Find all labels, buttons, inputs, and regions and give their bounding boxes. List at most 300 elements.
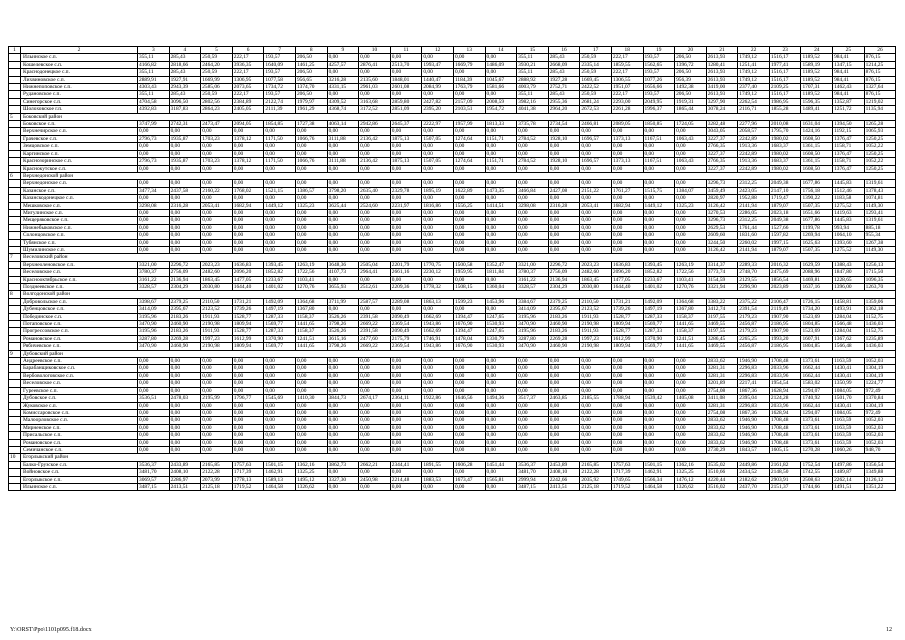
value-cell: 0,00 <box>485 232 517 239</box>
value-cell: 3111,88 <box>327 135 359 142</box>
value-cell: 0,00 <box>359 239 391 246</box>
row-index-cell <box>9 261 21 268</box>
row-index-cell <box>9 121 21 128</box>
value-cell: 2437,58 <box>169 187 201 194</box>
settlement-name: Грачевское с.п. <box>21 135 138 142</box>
value-cell: 1250,25 <box>864 165 896 172</box>
value-cell: 0,00 <box>422 365 454 372</box>
value-cell: 1362,18 <box>864 306 896 313</box>
value-cell: 2395,67 <box>548 306 580 313</box>
row-index-cell <box>9 321 21 328</box>
value-cell: 0,00 <box>390 150 422 157</box>
value-cell: 1393,45 <box>643 261 675 268</box>
value-cell: 876,15 <box>864 76 896 83</box>
value-cell: 2296,72 <box>169 261 201 268</box>
value-cell: 1629,59 <box>801 261 833 268</box>
tariff-table <box>8 46 896 491</box>
value-cell: 3281,31 <box>706 365 738 372</box>
column-header: 19 <box>643 47 675 54</box>
value-cell: 0,00 <box>422 306 454 313</box>
value-cell: 0,00 <box>138 417 170 424</box>
value-cell: 2395,04 <box>738 395 770 402</box>
value-cell: 0,00 <box>580 217 612 224</box>
value-cell: 2613,93 <box>706 69 738 76</box>
settlement-name: Присальское с.п. <box>21 432 138 439</box>
value-cell: 1734,72 <box>264 84 296 91</box>
value-cell: 285,43 <box>169 54 201 61</box>
value-cell: 2286,05 <box>738 209 770 216</box>
value-cell: 1287,33 <box>643 313 675 320</box>
row-index-cell <box>9 358 21 365</box>
value-cell: 1219,02 <box>864 98 896 105</box>
value-cell: 2379,25 <box>169 298 201 305</box>
value-cell: 2450,98 <box>359 476 391 483</box>
column-header: 23 <box>769 47 801 54</box>
value-cell: 0,00 <box>169 128 201 135</box>
value-cell: 0,00 <box>485 372 517 379</box>
value-cell: 0,00 <box>611 372 643 379</box>
value-cell: 250,59 <box>580 91 612 98</box>
value-cell: 1717,39 <box>611 469 643 476</box>
value-cell: 3487,15 <box>138 483 170 490</box>
value-cell: 0,00 <box>485 380 517 387</box>
value-cell: 1911,93 <box>580 328 612 335</box>
value-cell: 4303,43 <box>138 84 170 91</box>
value-cell: 2116,71 <box>738 106 770 113</box>
value-cell: 1453,96 <box>485 298 517 305</box>
value-cell: 2090,49 <box>390 328 422 335</box>
value-cell: 0,00 <box>201 387 233 394</box>
value-cell: 1384,07 <box>675 187 707 194</box>
value-cell: 0,00 <box>169 246 201 253</box>
value-cell: 3187,83 <box>169 106 201 113</box>
value-cell: 1946,90 <box>738 439 770 446</box>
value-cell: 0,00 <box>390 54 422 61</box>
value-cell: 3227,37 <box>706 135 738 142</box>
value-cell: 0,00 <box>453 483 485 490</box>
value-cell: 1879,07 <box>769 202 801 209</box>
value-cell: 0,00 <box>138 217 170 224</box>
value-cell: 1052,03 <box>864 439 896 446</box>
value-cell: 0,00 <box>327 224 359 231</box>
value-cell: 0,00 <box>327 217 359 224</box>
value-cell: 1074,81 <box>864 195 896 202</box>
value-cell: 2833,62 <box>706 439 738 446</box>
value-cell: 3798,26 <box>327 321 359 328</box>
row-index-cell <box>9 76 21 83</box>
value-cell: 0,00 <box>295 209 327 216</box>
value-cell: 0,00 <box>548 165 580 172</box>
settlement-name: Ильинское с.п. <box>21 483 138 490</box>
value-cell: 1863,45 <box>201 276 233 283</box>
value-cell: 2269,28 <box>169 335 201 342</box>
value-cell: 3510,66 <box>706 469 738 476</box>
value-cell: 1993,20 <box>769 335 801 342</box>
value-cell: 3328,57 <box>517 284 549 291</box>
value-cell: 1722,56 <box>675 269 707 276</box>
row-index-cell <box>9 239 21 246</box>
value-cell: 0,00 <box>359 372 391 379</box>
value-cell: 2473,47 <box>201 121 233 128</box>
value-cell: 2053,41 <box>201 202 233 209</box>
value-cell: 2089,05 <box>611 121 643 128</box>
row-index-cell <box>9 224 21 231</box>
value-cell: 1489,87 <box>833 469 865 476</box>
value-cell: 3469,55 <box>706 343 738 350</box>
value-cell: 1809,94 <box>232 343 264 350</box>
value-cell: 2395,67 <box>169 306 201 313</box>
value-cell: 0,00 <box>169 232 201 239</box>
value-cell: 0,00 <box>517 232 549 239</box>
value-cell: 3481,70 <box>138 469 170 476</box>
value-cell: 2296,90 <box>738 284 770 291</box>
value-cell: 2165,85 <box>201 461 233 468</box>
value-cell: 0,00 <box>453 276 485 283</box>
value-cell: 1373,13 <box>611 158 643 165</box>
value-cell: 1749,12 <box>738 76 770 83</box>
value-cell: 0,00 <box>359 232 391 239</box>
value-cell: 2035,92 <box>580 476 612 483</box>
row-index-cell <box>9 476 21 483</box>
value-cell: 0,00 <box>138 402 170 409</box>
value-cell: 0,00 <box>169 224 201 231</box>
value-cell: 0,00 <box>422 209 454 216</box>
table-row <box>9 432 896 439</box>
value-cell: 0,00 <box>390 128 422 135</box>
value-cell: 0,00 <box>485 246 517 253</box>
settlement-name: Побединское с.п. <box>21 313 138 320</box>
value-cell: 1607,91 <box>801 335 833 342</box>
value-cell: 0,00 <box>422 402 454 409</box>
value-cell: 0,00 <box>422 54 454 61</box>
settlement-name: Краснокутское с.п. <box>21 165 138 172</box>
value-cell: 0,00 <box>675 387 707 394</box>
value-cell: 1361,15 <box>801 143 833 150</box>
value-cell: 0,00 <box>580 232 612 239</box>
value-cell: 206,50 <box>295 91 327 98</box>
value-cell: 3172,52 <box>359 106 391 113</box>
value-cell: 2084,99 <box>422 84 454 91</box>
value-cell: 1063,43 <box>675 158 707 165</box>
value-cell: 0,00 <box>327 306 359 313</box>
value-cell: 0,00 <box>295 402 327 409</box>
value-cell: 1294,07 <box>801 409 833 416</box>
value-cell: 2999,94 <box>517 476 549 483</box>
value-cell: 2160,22 <box>201 187 233 194</box>
value-cell: 0,00 <box>453 365 485 372</box>
value-cell: 2260,02 <box>738 239 770 246</box>
value-cell: 2103,51 <box>453 106 485 113</box>
value-cell: 1388,43 <box>833 261 865 268</box>
row-index-cell <box>9 417 21 424</box>
value-cell: 1374,70 <box>295 84 327 91</box>
value-cell: 0,00 <box>580 387 612 394</box>
value-cell: 2903,91 <box>769 476 801 483</box>
value-cell: 1795,70 <box>769 128 801 135</box>
settlement-name: Добровольское с.п. <box>21 298 138 305</box>
value-cell: 1364,68 <box>675 298 707 305</box>
value-cell: 2818,66 <box>169 61 201 68</box>
value-cell: 1530,93 <box>485 343 517 350</box>
value-cell: 2668,09 <box>548 61 580 68</box>
value-cell: 2413,51 <box>548 483 580 490</box>
value-cell: 1352,87 <box>833 98 865 105</box>
value-cell: 0,00 <box>422 483 454 490</box>
settlement-name: Егорлыкское с.п. <box>21 476 138 483</box>
value-cell: 0,00 <box>517 195 549 202</box>
row-index-cell <box>9 180 21 187</box>
value-cell: 0,00 <box>232 143 264 150</box>
value-cell: 0,00 <box>390 417 422 424</box>
value-cell: 1740,92 <box>801 395 833 402</box>
table-row <box>9 54 896 61</box>
value-cell: 2242,89 <box>738 150 770 157</box>
column-header: 15 <box>517 47 549 54</box>
value-cell: 1364,68 <box>295 298 327 305</box>
value-cell: 2157,09 <box>453 98 485 105</box>
value-cell: 1656,66 <box>643 84 675 91</box>
table-row <box>9 143 896 150</box>
column-header: 25 <box>833 47 865 54</box>
value-cell: 1809,94 <box>232 321 264 328</box>
table-row <box>9 121 896 128</box>
value-cell: 250,59 <box>580 69 612 76</box>
value-cell: 2456,87 <box>738 321 770 328</box>
value-cell: 2408,10 <box>169 469 201 476</box>
value-cell: 0,00 <box>422 380 454 387</box>
table-row <box>9 91 896 98</box>
row-index-cell <box>9 217 21 224</box>
value-cell: 1612,99 <box>611 335 643 342</box>
value-cell: 0,00 <box>580 128 612 135</box>
table-row <box>9 217 896 224</box>
value-cell: 1492,38 <box>675 84 707 91</box>
table-row <box>9 84 896 91</box>
value-cell: 1719,52 <box>232 483 264 490</box>
value-cell: 0,00 <box>359 432 391 439</box>
value-cell: 1742,55 <box>801 469 833 476</box>
value-cell: 2437,70 <box>738 483 770 490</box>
value-cell: 0,00 <box>611 217 643 224</box>
value-cell: 1569,77 <box>264 343 296 350</box>
value-cell: 1566,48 <box>833 343 865 350</box>
value-cell: 984,41 <box>833 69 865 76</box>
value-cell: 2033,96 <box>769 372 801 379</box>
value-cell: 1497,19 <box>264 306 296 313</box>
value-cell: 0,00 <box>232 358 264 365</box>
row-index-cell <box>9 313 21 320</box>
value-cell: 0,00 <box>390 380 422 387</box>
settlement-name: Верхнедонское с.п. <box>21 180 138 187</box>
value-cell: 1749,12 <box>738 69 770 76</box>
value-cell: 1362,16 <box>675 461 707 468</box>
row-index-cell <box>9 298 21 305</box>
value-cell: 0,00 <box>138 380 170 387</box>
value-cell: 0,00 <box>138 128 170 135</box>
value-cell: 2609,60 <box>706 232 738 239</box>
value-cell: 0,00 <box>422 424 454 431</box>
value-cell: 2379,25 <box>548 298 580 305</box>
value-cell: 3419,00 <box>706 84 738 91</box>
value-cell: 2460,90 <box>548 321 580 328</box>
value-cell: 3126,42 <box>706 202 738 209</box>
value-cell: 1977,41 <box>769 61 801 68</box>
value-cell: 3798,20 <box>327 187 359 194</box>
value-cell: 0,00 <box>580 209 612 216</box>
value-cell: 3297,90 <box>706 98 738 105</box>
value-cell: 2030,80 <box>201 284 233 291</box>
value-cell: 1847,80 <box>833 269 865 276</box>
table-row <box>9 187 896 194</box>
column-header: 17 <box>580 47 612 54</box>
value-cell: 3296,73 <box>706 180 738 187</box>
value-cell: 1569,77 <box>643 343 675 350</box>
table-row <box>9 469 896 476</box>
value-cell: 206,50 <box>295 69 327 76</box>
value-cell: 1184,39 <box>453 76 485 83</box>
value-cell: 2230,12 <box>422 269 454 276</box>
value-cell: 0,00 <box>485 217 517 224</box>
value-cell: 1997,23 <box>580 335 612 342</box>
row-index-cell <box>9 150 21 157</box>
value-cell: 0,00 <box>453 246 485 253</box>
value-cell: 0,00 <box>517 224 549 231</box>
value-cell: 2613,93 <box>706 91 738 98</box>
value-cell: 285,43 <box>169 69 201 76</box>
row-index-cell <box>9 284 21 291</box>
value-cell: 1265,28 <box>864 121 896 128</box>
value-cell: 1052,03 <box>864 417 896 424</box>
value-cell: 2073,99 <box>201 476 233 483</box>
value-cell: 0,00 <box>201 239 233 246</box>
column-header: 14 <box>485 47 517 54</box>
value-cell: 0,00 <box>548 424 580 431</box>
value-cell: 1449,12 <box>264 202 296 209</box>
value-cell: 0,00 <box>517 424 549 431</box>
value-cell: 2752,71 <box>548 84 580 91</box>
row-index-cell <box>9 202 21 209</box>
value-cell: 3298,08 <box>517 202 549 209</box>
value-cell: 1304,19 <box>864 365 896 372</box>
value-cell: 1763,79 <box>453 84 485 91</box>
value-cell: 1859,55 <box>611 61 643 68</box>
value-cell: 1883,53 <box>422 476 454 483</box>
value-cell: 2183,26 <box>169 313 201 320</box>
value-cell: 1501,15 <box>643 461 675 468</box>
value-cell: 1478,04 <box>453 335 485 342</box>
value-cell: 0,00 <box>580 239 612 246</box>
value-cell: 0,00 <box>390 306 422 313</box>
value-cell: 0,00 <box>643 150 675 157</box>
value-cell: 0,00 <box>548 358 580 365</box>
value-cell: 0,00 <box>548 246 580 253</box>
value-cell: 0,00 <box>138 409 170 416</box>
value-cell: 2094,05 <box>232 121 264 128</box>
value-cell: 2756,09 <box>169 269 201 276</box>
value-cell: 3043,05 <box>706 128 738 135</box>
settlement-name: Мигулинское с.п. <box>21 209 138 216</box>
value-cell: 1596,35 <box>801 98 833 105</box>
value-cell: 0,00 <box>485 180 517 187</box>
value-cell: 0,00 <box>643 217 675 224</box>
value-cell: 1599,23 <box>453 298 485 305</box>
value-cell: 2463,85 <box>548 395 580 402</box>
value-cell: 1848,01 <box>390 76 422 83</box>
value-cell: 0,00 <box>138 143 170 150</box>
value-cell: 885,18 <box>864 224 896 231</box>
value-cell: 1879,07 <box>769 246 801 253</box>
value-cell: 2136,94 <box>548 276 580 283</box>
value-cell: 0,00 <box>264 232 296 239</box>
value-cell: 0,00 <box>169 358 201 365</box>
value-cell: 2456,87 <box>738 343 770 350</box>
value-cell: 3287,80 <box>138 335 170 342</box>
value-cell: 0,00 <box>422 150 454 157</box>
value-cell: 1373,61 <box>801 417 833 424</box>
value-cell: 1491,51 <box>833 483 865 490</box>
value-cell: 1167,51 <box>643 135 675 142</box>
value-cell: 1703,23 <box>201 158 233 165</box>
value-cell: 0,00 <box>453 417 485 424</box>
value-cell: 1464,58 <box>264 483 296 490</box>
value-cell: 1980,02 <box>769 165 801 172</box>
column-header: 2 <box>21 47 138 54</box>
value-cell: 0,00 <box>485 424 517 431</box>
value-cell: 0,00 <box>611 365 643 372</box>
table-row <box>9 276 896 283</box>
value-cell: 1373,13 <box>611 135 643 142</box>
value-cell: 3487,15 <box>517 483 549 490</box>
value-cell: 0,00 <box>611 239 643 246</box>
value-cell: 1523,69 <box>801 328 833 335</box>
value-cell: 0,00 <box>264 209 296 216</box>
value-cell: 1052,03 <box>864 358 896 365</box>
row-index-cell <box>9 328 21 335</box>
value-cell: 1330,79 <box>485 335 517 342</box>
value-cell: 1373,61 <box>801 358 833 365</box>
value-cell: 2859,80 <box>390 98 422 105</box>
settlement-name: Мирненское с.п. <box>21 424 138 431</box>
value-cell: 1430,41 <box>833 372 865 379</box>
value-cell: 0,00 <box>232 439 264 446</box>
section-row <box>9 454 896 461</box>
value-cell: 1163,59 <box>833 432 865 439</box>
value-cell: 0,00 <box>643 424 675 431</box>
value-cell: 0,00 <box>201 432 233 439</box>
row-index-cell <box>9 91 21 98</box>
settlement-name: Дубовское с.п. <box>21 395 138 402</box>
value-cell: 2242,66 <box>548 476 580 483</box>
value-cell: 1306,55 <box>611 76 643 83</box>
value-cell: 0,00 <box>390 469 422 476</box>
value-cell: 0,00 <box>485 439 517 446</box>
settlement-name: Краснодонецкое с.п. <box>21 69 138 76</box>
value-cell: 1414,51 <box>485 202 517 209</box>
value-cell: 1189,52 <box>801 69 833 76</box>
value-cell: 0,00 <box>264 246 296 253</box>
value-cell: 3747,99 <box>138 121 170 128</box>
row-index-cell <box>9 195 21 202</box>
row-index-cell <box>9 61 21 68</box>
value-cell: 0,00 <box>327 409 359 416</box>
value-cell: 1347,15 <box>833 61 865 68</box>
value-cell: 2049,95 <box>643 98 675 105</box>
row-index-cell <box>9 165 21 172</box>
value-cell: 2369,54 <box>390 343 422 350</box>
value-cell: 0,00 <box>675 380 707 387</box>
row-index-cell <box>9 209 21 216</box>
table-row <box>9 358 896 365</box>
